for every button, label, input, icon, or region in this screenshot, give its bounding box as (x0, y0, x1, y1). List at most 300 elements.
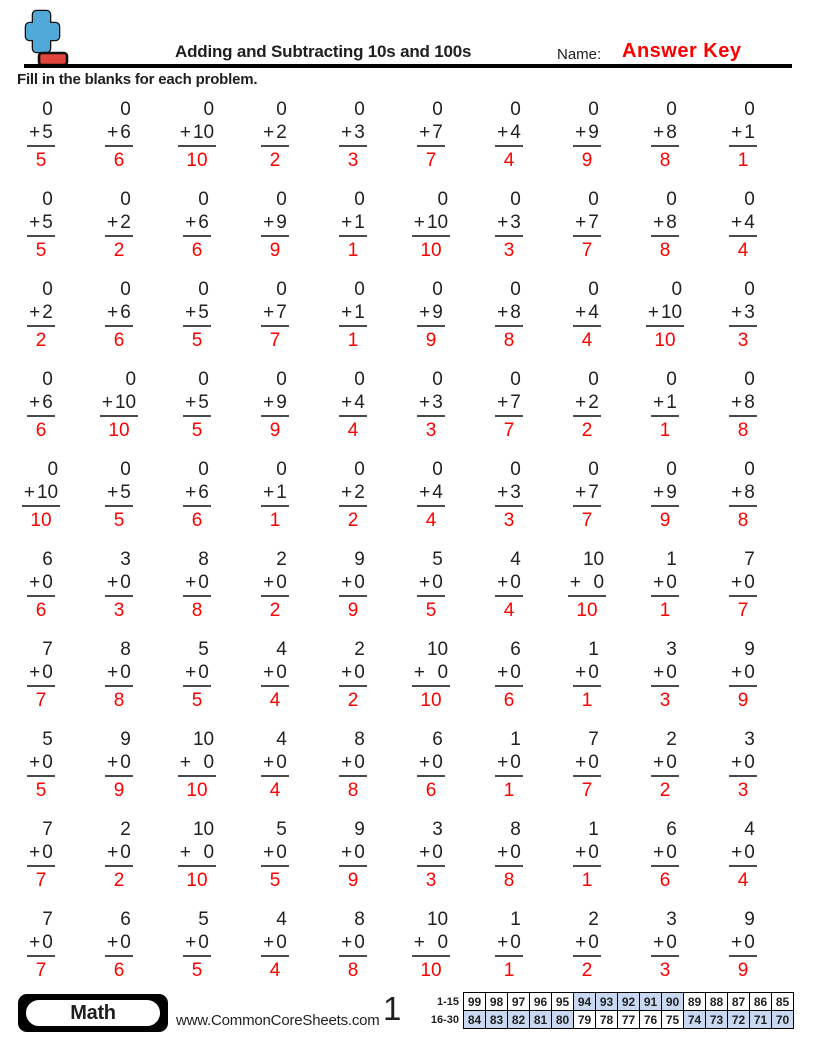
plus-operator: + (185, 482, 197, 503)
problem-answer: 1 (659, 600, 671, 621)
problem-answer: 6 (35, 420, 47, 441)
problem-answer: 4 (737, 870, 749, 891)
problem-top-number: 10 (582, 549, 605, 570)
problem (729, 98, 757, 172)
problem-answer: 1 (347, 330, 359, 351)
score-cell: 90 (662, 993, 684, 1011)
plus-operator: + (263, 752, 275, 773)
problem-answer: 9 (347, 870, 359, 891)
problem-answer: 5 (191, 960, 203, 981)
problem-top-number: 1 (666, 549, 677, 570)
plus-operator: + (497, 662, 509, 683)
plus-operator: + (731, 842, 743, 863)
problem-answer: 9 (347, 600, 359, 621)
score-cell: 72 (728, 1011, 750, 1029)
problem-bottom-number: + 4 (729, 211, 757, 237)
problem-top-number: 1 (588, 639, 599, 660)
problem (651, 188, 679, 262)
score-cell: 87 (728, 993, 750, 1011)
problem-top-number: 0 (120, 279, 131, 300)
score-cell: 94 (574, 993, 596, 1011)
problem-top-number: 0 (432, 279, 443, 300)
problem-top-number: 6 (432, 729, 443, 750)
problem-bottom-number: + 0 (178, 751, 216, 777)
score-cell: 80 (552, 1011, 574, 1029)
plus-operator: + (107, 572, 119, 593)
problem-top-number: 0 (276, 459, 287, 480)
problem-bottom-number: + 0 (27, 751, 55, 777)
problem (573, 728, 601, 802)
plus-operator: + (653, 482, 665, 503)
problem-row (2, 818, 782, 892)
grading-table-row (430, 1011, 794, 1029)
problem-bottom-number: + 2 (573, 391, 601, 417)
problem-top-number: 0 (588, 369, 599, 390)
plus-operator: + (647, 302, 659, 323)
problem-answer: 2 (347, 690, 359, 711)
problem-bottom-number: + 0 (573, 931, 601, 957)
plus-minus-logo-icon (24, 8, 70, 68)
plus-operator: + (179, 842, 191, 863)
problem-row (2, 908, 782, 982)
problem-answer: 9 (425, 330, 437, 351)
problem-top-number: 7 (42, 819, 53, 840)
problem-bottom-number: + 1 (651, 391, 679, 417)
problem-bottom-number: + 0 (261, 571, 289, 597)
plus-operator: + (29, 302, 41, 323)
problem-top-number: 5 (42, 729, 53, 750)
problem-bottom-number: + 10 (22, 481, 60, 507)
problem-bottom-number: + 0 (417, 751, 445, 777)
problem (261, 278, 289, 352)
problem-answer: 9 (659, 510, 671, 531)
problem-top-number: 0 (510, 369, 521, 390)
plus-operator: + (497, 302, 509, 323)
problem-bottom-number: + 0 (729, 751, 757, 777)
problem-answer: 6 (425, 780, 437, 801)
problem-answer: 2 (113, 870, 125, 891)
problem-answer: 7 (35, 870, 47, 891)
plus-operator: + (29, 842, 41, 863)
problem-answer: 6 (191, 240, 203, 261)
plus-operator: + (341, 572, 353, 593)
problem-bottom-number: + 3 (339, 121, 367, 147)
problem (417, 278, 445, 352)
plus-operator: + (107, 932, 119, 953)
problem-answer: 1 (737, 150, 749, 171)
plus-operator: + (29, 122, 41, 143)
problem (651, 908, 679, 982)
problem-bottom-number: + 0 (105, 931, 133, 957)
problem-bottom-number: + 5 (183, 301, 211, 327)
problem (651, 98, 679, 172)
problem-top-number: 2 (354, 639, 365, 660)
problem (495, 548, 523, 622)
plus-operator: + (341, 302, 353, 323)
score-cell: 73 (706, 1011, 728, 1029)
problem-top-number: 3 (744, 729, 755, 750)
plus-operator: + (419, 302, 431, 323)
problem (495, 188, 523, 262)
problem-top-number: 1 (510, 909, 521, 930)
plus-operator: + (575, 752, 587, 773)
problem-answer: 2 (269, 600, 281, 621)
problem-answer: 1 (659, 420, 671, 441)
problem-answer: 6 (35, 600, 47, 621)
plus-operator: + (653, 122, 665, 143)
problem-top-number: 0 (437, 189, 449, 210)
problem-row (2, 638, 782, 712)
problem-bottom-number: + 0 (729, 841, 757, 867)
problem-top-number: 0 (588, 279, 599, 300)
problem-bottom-number: + 5 (27, 121, 55, 147)
problem-bottom-number: + 7 (573, 481, 601, 507)
plus-operator: + (731, 482, 743, 503)
problem-bottom-number: + 0 (651, 661, 679, 687)
plus-operator: + (575, 392, 587, 413)
problem-answer: 3 (425, 420, 437, 441)
problem-bottom-number: + 9 (573, 121, 601, 147)
problem-answer: 8 (347, 960, 359, 981)
problem-answer: 7 (581, 510, 593, 531)
problem-bottom-number: + 0 (261, 661, 289, 687)
problem-top-number: 0 (354, 279, 365, 300)
problem (417, 818, 445, 892)
problem-bottom-number: + 0 (573, 661, 601, 687)
problem-row (2, 728, 782, 802)
problem-top-number: 3 (666, 909, 677, 930)
score-cell: 77 (618, 1011, 640, 1029)
problem (339, 278, 367, 352)
subject-label: Math (24, 998, 162, 1028)
plus-operator: + (341, 662, 353, 683)
problem-answer: 5 (35, 150, 47, 171)
problem-bottom-number: + 0 (729, 661, 757, 687)
problem-answer: 7 (35, 960, 47, 981)
problem (573, 278, 601, 352)
problem-top-number: 9 (354, 819, 365, 840)
problem (495, 368, 523, 442)
problem-bottom-number: + 0 (495, 841, 523, 867)
problem-top-number: 0 (744, 189, 755, 210)
problems-grid (2, 98, 782, 998)
plus-operator: + (29, 932, 41, 953)
problem-bottom-number: + 6 (183, 481, 211, 507)
problem-top-number: 0 (125, 369, 137, 390)
problem-answer: 3 (113, 600, 125, 621)
problem-bottom-number: + 0 (183, 931, 211, 957)
problem-top-number: 2 (276, 549, 287, 570)
problem-answer: 10 (186, 780, 208, 801)
problem-answer: 3 (659, 690, 671, 711)
problem (27, 728, 55, 802)
problem-answer: 5 (191, 420, 203, 441)
problem-answer: 9 (269, 240, 281, 261)
problem-answer: 1 (503, 780, 515, 801)
website-text: www.CommonCoreSheets.com (176, 1012, 380, 1029)
problem-bottom-number: + 0 (339, 661, 367, 687)
plus-operator: + (263, 392, 275, 413)
plus-operator: + (497, 752, 509, 773)
problem-bottom-number: + 5 (183, 391, 211, 417)
problem (27, 98, 55, 172)
plus-operator: + (653, 752, 665, 773)
problem-answer: 6 (113, 960, 125, 981)
problem (261, 818, 289, 892)
problem-bottom-number: + 7 (573, 211, 601, 237)
problem-top-number: 8 (354, 729, 365, 750)
problem (178, 818, 216, 892)
problem-bottom-number: + 0 (183, 571, 211, 597)
problem (261, 368, 289, 442)
plus-operator: + (419, 752, 431, 773)
plus-operator: + (263, 662, 275, 683)
problem-top-number: 0 (588, 99, 599, 120)
problem-top-number: 0 (354, 189, 365, 210)
problem (495, 818, 523, 892)
problem (339, 818, 367, 892)
problem-top-number: 0 (666, 369, 677, 390)
problem-bottom-number: + 0 (105, 661, 133, 687)
problem-answer: 8 (659, 150, 671, 171)
problem-top-number: 0 (276, 369, 287, 390)
problem (339, 368, 367, 442)
problem-bottom-number: + 1 (729, 121, 757, 147)
plus-operator: + (107, 482, 119, 503)
plus-operator: + (185, 572, 197, 593)
problem (183, 368, 211, 442)
problem-bottom-number: + 7 (417, 121, 445, 147)
problem (573, 188, 601, 262)
plus-operator: + (341, 932, 353, 953)
problem (183, 278, 211, 352)
problem-bottom-number: + 0 (729, 931, 757, 957)
score-cell: 95 (552, 993, 574, 1011)
plus-operator: + (731, 392, 743, 413)
problem-answer: 2 (113, 240, 125, 261)
plus-operator: + (653, 842, 665, 863)
problem-bottom-number: + 0 (417, 571, 445, 597)
problem (573, 638, 601, 712)
problem-top-number: 4 (276, 729, 287, 750)
problem-bottom-number: + 0 (339, 751, 367, 777)
problem-top-number: 9 (120, 729, 131, 750)
problem-answer: 1 (347, 240, 359, 261)
problem-top-number: 10 (426, 909, 449, 930)
problem-top-number: 5 (198, 639, 209, 660)
problem-answer: 5 (113, 510, 125, 531)
grading-table-row (430, 993, 794, 1011)
worksheet-footer (0, 988, 816, 1042)
problem-row (2, 188, 782, 262)
problem-answer: 3 (659, 960, 671, 981)
problem-bottom-number: + 2 (27, 301, 55, 327)
problem (651, 548, 679, 622)
problem-bottom-number: + 5 (105, 481, 133, 507)
problem-answer: 7 (581, 240, 593, 261)
problem (105, 638, 133, 712)
plus-operator: + (413, 932, 425, 953)
problem-bottom-number: + 0 (651, 751, 679, 777)
problem (105, 818, 133, 892)
problem-bottom-number: + 3 (495, 481, 523, 507)
problem-top-number: 0 (744, 369, 755, 390)
problem (27, 908, 55, 982)
problem-top-number: 0 (744, 99, 755, 120)
problem-top-number: 0 (198, 459, 209, 480)
problem-answer: 4 (269, 780, 281, 801)
problem-top-number: 6 (666, 819, 677, 840)
plus-operator: + (101, 392, 113, 413)
problem-top-number: 0 (744, 459, 755, 480)
plus-operator: + (731, 662, 743, 683)
problem-top-number: 7 (42, 909, 53, 930)
answer-key-text: Answer Key (622, 40, 742, 62)
problem (412, 638, 450, 712)
plus-operator: + (419, 572, 431, 593)
plus-operator: + (263, 482, 275, 503)
problem-bottom-number: + 0 (729, 571, 757, 597)
problem-bottom-number: + 0 (27, 931, 55, 957)
problem-answer: 10 (108, 420, 130, 441)
problem-bottom-number: + 1 (339, 301, 367, 327)
plus-operator: + (29, 572, 41, 593)
plus-operator: + (179, 752, 191, 773)
score-cell: 86 (750, 993, 772, 1011)
problem-top-number: 9 (744, 909, 755, 930)
problem-answer: 10 (654, 330, 676, 351)
problem-answer: 4 (503, 600, 515, 621)
problem-answer: 1 (269, 510, 281, 531)
problem-bottom-number: + 0 (651, 841, 679, 867)
problem-row (2, 98, 782, 172)
problem (573, 908, 601, 982)
problem-row (2, 458, 782, 532)
problem-answer: 10 (420, 240, 442, 261)
problem-top-number: 2 (120, 819, 131, 840)
problem-answer: 10 (576, 600, 598, 621)
problem-top-number: 5 (198, 909, 209, 930)
plus-operator: + (575, 212, 587, 233)
plus-operator: + (419, 842, 431, 863)
problem-bottom-number: + 4 (495, 121, 523, 147)
problem-top-number: 0 (354, 459, 365, 480)
problem-top-number: 0 (432, 459, 443, 480)
plus-operator: + (497, 932, 509, 953)
plus-operator: + (263, 572, 275, 593)
plus-operator: + (731, 212, 743, 233)
score-cell: 78 (596, 1011, 618, 1029)
problem-bottom-number: + 0 (651, 931, 679, 957)
problem-bottom-number: + 0 (27, 661, 55, 687)
problem-answer: 9 (113, 780, 125, 801)
problem (729, 728, 757, 802)
problem (495, 728, 523, 802)
problem (729, 188, 757, 262)
problem (495, 908, 523, 982)
problem-bottom-number: + 0 (417, 841, 445, 867)
problem-answer: 2 (659, 780, 671, 801)
problem-answer: 8 (503, 330, 515, 351)
plus-operator: + (341, 752, 353, 773)
problem (105, 278, 133, 352)
problem-bottom-number: + 0 (183, 661, 211, 687)
problem-bottom-number: + 4 (573, 301, 601, 327)
problem (729, 368, 757, 442)
problem-answer: 3 (737, 780, 749, 801)
problem-top-number: 10 (192, 819, 215, 840)
plus-operator: + (413, 662, 425, 683)
plus-operator: + (185, 212, 197, 233)
problem-answer: 2 (35, 330, 47, 351)
score-cell: 75 (662, 1011, 684, 1029)
grading-table-body (430, 993, 794, 1029)
problem-answer: 8 (113, 690, 125, 711)
plus-operator: + (107, 662, 119, 683)
problem (729, 548, 757, 622)
problem-answer: 9 (737, 960, 749, 981)
problem (729, 458, 757, 532)
problem-bottom-number: + 8 (651, 121, 679, 147)
problem-answer: 10 (420, 960, 442, 981)
problem-answer: 8 (503, 870, 515, 891)
problem-bottom-number: + 3 (417, 391, 445, 417)
problem-answer: 9 (269, 420, 281, 441)
problem-answer: 4 (425, 510, 437, 531)
problem (261, 548, 289, 622)
score-cell: 99 (464, 993, 486, 1011)
problem-answer: 4 (737, 240, 749, 261)
plus-operator: + (731, 122, 743, 143)
problem-bottom-number: + 0 (261, 841, 289, 867)
problem-bottom-number: + 0 (105, 751, 133, 777)
problem-top-number: 0 (510, 189, 521, 210)
score-cell: 93 (596, 993, 618, 1011)
problem (105, 548, 133, 622)
problem-answer: 6 (113, 150, 125, 171)
problem (261, 728, 289, 802)
problem (339, 458, 367, 532)
problem-top-number: 0 (510, 459, 521, 480)
problem-top-number: 0 (120, 189, 131, 210)
problem (646, 278, 684, 352)
problem (573, 458, 601, 532)
problem-answer: 1 (581, 690, 593, 711)
problem-answer: 7 (503, 420, 515, 441)
problem (27, 188, 55, 262)
problem (495, 458, 523, 532)
problem-top-number: 8 (510, 819, 521, 840)
problem-top-number: 0 (588, 189, 599, 210)
problem-bottom-number: + 10 (100, 391, 138, 417)
plus-operator: + (185, 932, 197, 953)
problem (573, 818, 601, 892)
problem (651, 458, 679, 532)
subject-badge (18, 994, 168, 1032)
plus-operator: + (575, 122, 587, 143)
plus-operator: + (653, 932, 665, 953)
plus-operator: + (341, 842, 353, 863)
problem (105, 728, 133, 802)
problem-answer: 4 (347, 420, 359, 441)
problem-top-number: 0 (432, 99, 443, 120)
plus-operator: + (653, 662, 665, 683)
problem-bottom-number: + 0 (261, 931, 289, 957)
problem (339, 188, 367, 262)
plus-operator: + (341, 392, 353, 413)
problem-top-number: 6 (510, 639, 521, 660)
problem (105, 98, 133, 172)
